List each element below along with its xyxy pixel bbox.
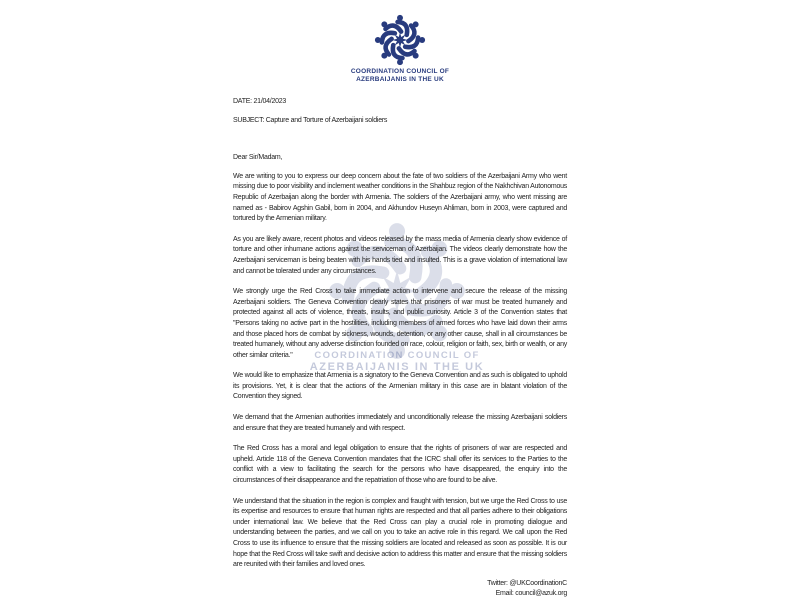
letter-body xyxy=(233,97,567,600)
org-name-line2: AZERBAIJANIS IN THE UK xyxy=(356,75,444,83)
org-name-line1: COORDINATION COUNCIL OF xyxy=(350,68,450,75)
contact-block xyxy=(233,579,567,600)
watermark-text-line2: AZERBAIJANIS IN THE UK xyxy=(309,361,485,373)
subject-line: SUBJECT: Capture and Torture of Azerbaijani soldiers xyxy=(233,116,388,124)
paragraph-7: We understand that the situation in the region is complex and fraught with tension, but we urge the Red Cross to use its expertise and resources to ensure that human rights are respected and that all parties adhere to their obligations under international law. We believe that the Red Cross can play a crucial role in promoting dialogue and understanding between the parties, and we call on you to take an active role in this regard. We call upon the Red Cross to use its influence to ensure that the missing soldiers are located and released as soon as possible. It is our hope that the Red Cross will take swift and decisive action to address this matter and ensure that the missing soldiers are reunited with their families and loved ones. xyxy=(233,497,567,569)
paragraph-6: The Red Cross has a moral and legal obligation to ensure that the rights of prisoners of war are respected and upheld. Article 118 of the Geneva Convention mandates that the ICRC shall offer its services to the Parties to the conflict with a view to facilitating the search for the persons who have disappeared, the enquiry into the circumstances of their disappearance and the repatriation of those who are found to be alive. xyxy=(233,445,567,485)
paragraph-5: We demand that the Armenian authorities immediately and unconditionally release the missing Azerbaijani soldiers and ensure that they are treated humanely and with respect. xyxy=(233,414,567,432)
paragraph-3: We strongly urge the Red Cross to take immediate action to intervene and secure the release of the missing Azerbaijani soldiers. The Geneva Convention clearly states that prisoners of war must be treated humanely and protected against all acts of violence, threats, insults, and public curiosity. Article 3 of the Convention states that "Persons taking no active part in the hostilities, including members of armed forces who have laid down their arms and those placed hors de combat by sickness, wounds, detention, or any other cause, shall in all circumstances be treated humanely, without any adverse distinction founded on race, colour, religion or faith, sex, birth or wealth, or any other similar criteria." xyxy=(233,288,567,359)
paragraph-2: As you are likely aware, recent photos and videos released by the mass media of Armenia clearly show evidence of torture and other inhumane actions against the serviceman of Azerbaijan. The videos clearly demonstrate how the Azerbaijani serviceman is being beaten with his hands tied and insulted. This is a grave violation of international law and cannot be tolerated under any circumstances. xyxy=(233,235,567,275)
paragraph-4: We would like to emphasize that Armenia is a signatory to the Geneva Convention and as such is obligated to uphold its provisions. Yet, it is clear that the actions of the Armenian military in this case are in blatant violation of the Convention they signed. xyxy=(233,372,567,401)
paragraph-1: We are writing to you to express our deep concern about the fate of two soldiers of the Azerbaijani Army who went missing due to poor visibility and inclement weather conditions in the Shahbuz region of the Nakhchivan Autonomous Republic of Azerbaijan along the border with Armenia. The soldiers of the Azerbaijani army, who went missing are named as - Babirov Agshin Gabil, born in 2004, and Akhundov Huseyn Ahliman, born in 2003, were captured and tortured by the Armenian military. xyxy=(233,172,567,223)
date-line: DATE: 21/04/2023 xyxy=(233,98,287,105)
salutation: Dear Sir/Madam, xyxy=(233,154,283,162)
email-address: Email: council@azuk.org xyxy=(495,590,567,598)
org-logo-icon xyxy=(373,13,427,67)
watermark-text-line1: COORDINATION COUNCIL OF xyxy=(314,350,480,361)
twitter-handle: Twitter: @UKCoordinationC xyxy=(487,579,567,587)
org-name xyxy=(0,68,800,83)
